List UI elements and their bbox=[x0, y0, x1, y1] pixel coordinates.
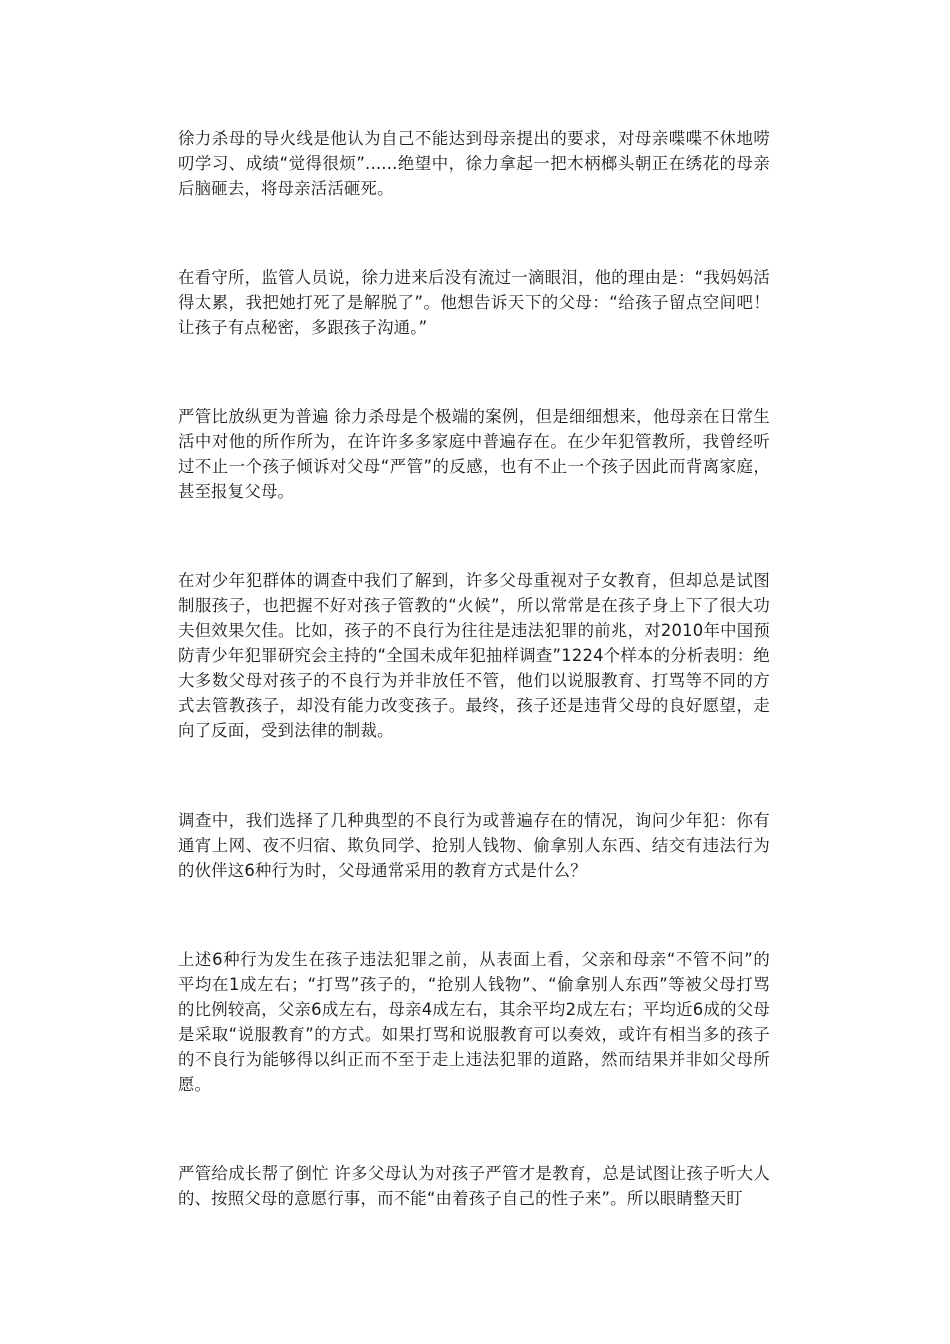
paragraph-6: 上述6种行为发生在孩子违法犯罪之前，从表面上看，父亲和母亲“不管不问”的平均在1成左右；“打骂”孩子的，“抢别人钱物”、“偷拿别人东西”等被父母打骂的比例较高，父亲6成左右，母亲4成左右，其余平均2成左右；平均近6成的父母是采取“说服教育”的方式。如果打骂和说服教育可以奏效，或许有相当多的孩子的不良行为能够得以纠正而不至于走上违法犯罪的道路，然而结果并非如父母所愿。 bbox=[178, 950, 770, 1094]
paragraph-3: 严管比放纵更为普遍 徐力杀母是个极端的案例，但是细细想来，他母亲在日常生活中对他的所作所为，在许许多多家庭中普遍存在。在少年犯管教所，我曾经听过不止一个孩子倾诉对父母“严管”的反感，也有不止一个孩子因此而背离家庭，甚至报复父母。 bbox=[178, 407, 770, 501]
paragraph-5: 调查中，我们选择了几种典型的不良行为或普遍存在的情况，询问少年犯：你有通宵上网、夜不归宿、欺负同学、抢别人钱物、偷拿别人东西、结交有违法行为的伙伴这6种行为时，父母通常采用的教育方式是什么？ bbox=[178, 811, 770, 880]
paragraph-2: 在看守所，监管人员说，徐力进来后没有流过一滴眼泪，他的理由是：“我妈妈活得太累，我把她打死了是解脱了”。他想告诉天下的父母：“给孩子留点空间吧！让孩子有点秘密，多跟孩子沟通。” bbox=[178, 268, 770, 337]
paragraph-4: 在对少年犯群体的调查中我们了解到，许多父母重视对子女教育，但却总是试图制服孩子，也把握不好对孩子管教的“火候”，所以常常是在孩子身上下了很大功夫但效果欠佳。比如，孩子的不良行为往往是违法犯罪的前兆，对2010年中国预防青少年犯罪研究会主持的“全国未成年犯抽样调查”1224个样本的分析表明：绝大多数父母对孩子的不良行为并非放任不管，他们以说服教育、打骂等不同的方式去管教孩子，却没有能力改变孩子。最终，孩子还是违背父母的良好愿望，走向了反面，受到法律的制裁。 bbox=[178, 571, 770, 740]
paragraph-7: 严管给成长帮了倒忙 许多父母认为对孩子严管才是教育，总是试图让孩子听大人的、按照父母的意愿行事，而不能“由着孩子自己的性子来”。所以眼睛整天盯 bbox=[178, 1164, 770, 1208]
paragraph-1: 徐力杀母的导火线是他认为自己不能达到母亲提出的要求，对母亲喋喋不休地唠叨学习、成绩“觉得很烦”......绝望中，徐力拿起一把木柄榔头朝正在绣花的母亲后脑砸去，将母亲活活砸死。 bbox=[178, 129, 770, 198]
